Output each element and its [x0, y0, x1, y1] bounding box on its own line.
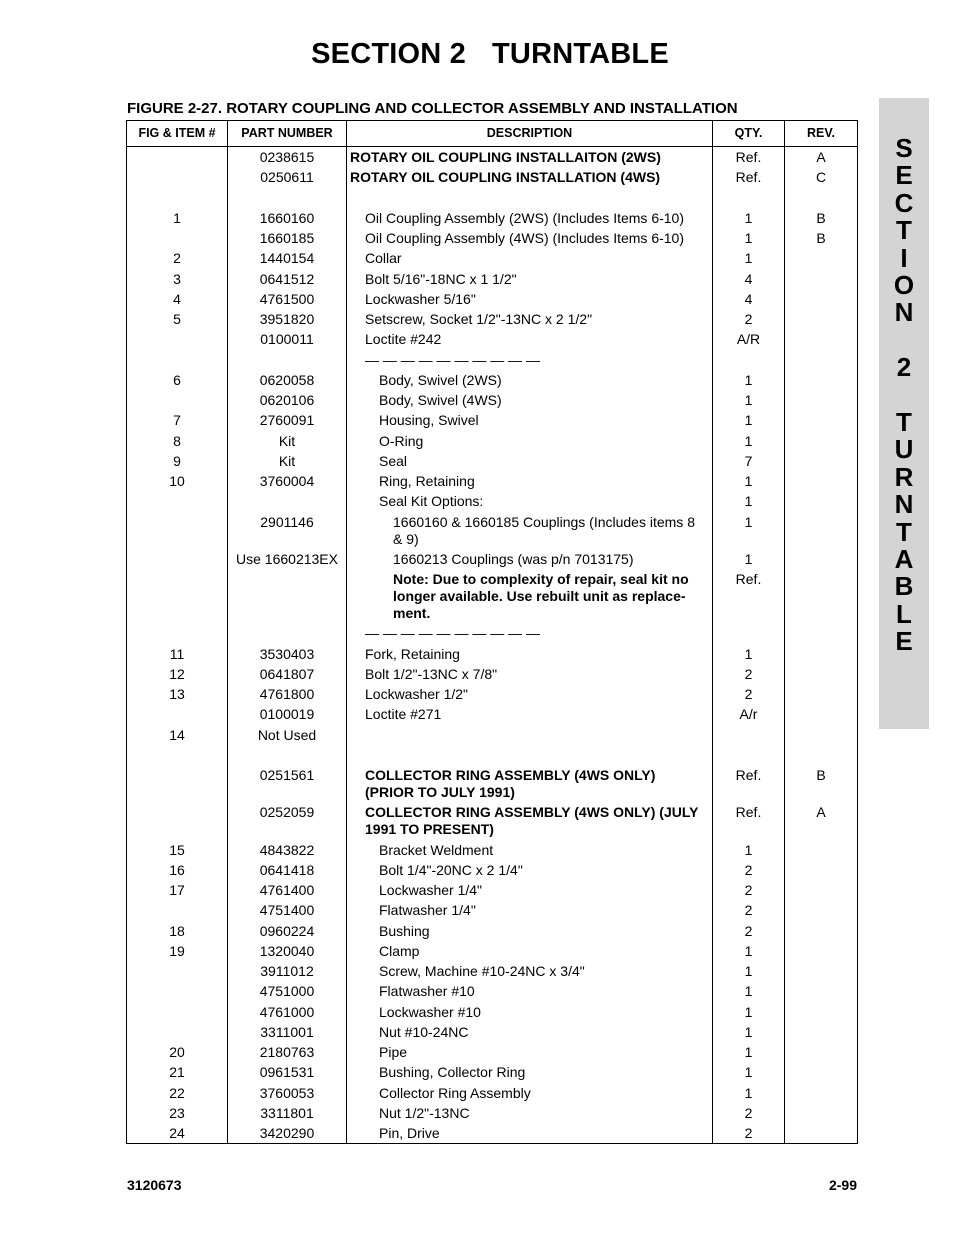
description-cell: Oil Coupling Assembly (2WS) (Includes Items 6-10): [365, 209, 684, 226]
header-fig-item: FIG & ITEM #: [138, 126, 216, 140]
rev-cell: A: [816, 149, 826, 165]
description-cell: Note: Due to complexity of repair, seal kit no longer available. Use rebuilt unit as replace-ment.: [393, 571, 689, 621]
header-rev: REV.: [806, 126, 836, 140]
description-cell: Setscrew, Socket 1/2"-13NC x 2 1/2": [365, 311, 593, 327]
tab-letter: L: [896, 598, 912, 629]
description-cell: Flatwasher #10: [379, 983, 475, 1000]
qty-cell: Ref.: [735, 571, 762, 587]
description-cell: Seal Kit Options:: [379, 493, 484, 510]
qty-cell: 1: [744, 371, 753, 388]
description-cell: O-Ring: [379, 432, 424, 449]
part-number-cell: 3530403: [259, 645, 315, 662]
part-number-cell: 0252059: [259, 804, 315, 821]
part-number-cell: 3911012: [260, 963, 314, 979]
qty-cell: 1: [744, 209, 753, 226]
part-number-cell: 3311001: [260, 1023, 314, 1040]
description-cell: Bolt 1/2"-13NC x 7/8": [365, 665, 498, 682]
part-number-cell: 4761500: [259, 290, 315, 307]
qty-cell: 2: [744, 922, 753, 939]
part-number-cell: 3760004: [259, 473, 315, 489]
tab-letter: R: [894, 461, 914, 492]
rev-cell: B: [816, 767, 826, 783]
fig-item-cell: 1: [173, 209, 181, 226]
qty-cell: 4: [744, 290, 753, 307]
part-number-cell: 3420290: [259, 1125, 315, 1141]
tab-letter: B: [894, 571, 914, 602]
fig-item-cell: 14: [169, 726, 185, 743]
rev-cell: B: [816, 230, 826, 246]
part-number-cell: 1440154: [259, 250, 315, 267]
part-number-cell: 0238615: [259, 149, 315, 165]
qty-cell: 1: [744, 1044, 753, 1060]
rev-cell: B: [816, 209, 826, 226]
part-number-cell: 0620058: [259, 371, 315, 388]
parts-table: [126, 120, 858, 1144]
qty-cell: 1: [744, 473, 753, 489]
fig-item-cell: 11: [169, 645, 185, 662]
qty-cell: 1: [744, 412, 753, 429]
section-label: SECTION 2: [311, 38, 467, 70]
fig-item-cell: 23: [169, 1104, 185, 1121]
description-cell: Bracket Weldment: [379, 841, 494, 858]
fig-item-cell: 19: [169, 942, 185, 959]
doc-number: 3120673: [127, 1177, 182, 1193]
fig-item-cell: 9: [173, 452, 181, 469]
description-cell: Lockwasher #10: [379, 1003, 481, 1020]
description-cell: Oil Coupling Assembly (4WS) (Includes Items 6-10): [365, 230, 684, 246]
part-number-cell: 0250611: [260, 169, 314, 186]
tab-letter: U: [894, 434, 914, 465]
fig-item-cell: 12: [169, 665, 185, 682]
qty-cell: Ref.: [735, 767, 762, 783]
fig-item-cell: 4: [173, 290, 181, 307]
tab-letter: E: [895, 160, 913, 191]
description-cell: Loctite #271: [365, 706, 442, 723]
fig-item-cell: 18: [169, 922, 185, 939]
part-number-cell: 4751000: [259, 983, 315, 1000]
description-cell: Bushing, Collector Ring: [379, 1064, 526, 1081]
fig-item-cell: 16: [169, 861, 185, 878]
part-number-cell: 1660185: [259, 230, 315, 246]
description-cell: — — — — — — — — — —: [365, 351, 541, 368]
section-name: TURNTABLE: [492, 38, 669, 70]
description-cell: Clamp: [379, 942, 420, 959]
page-number: 2-99: [828, 1177, 857, 1193]
description-cell: Screw, Machine #10-24NC x 3/4": [379, 963, 585, 979]
part-number-cell: 4843822: [259, 841, 315, 858]
part-number-cell: 3951820: [259, 311, 315, 327]
fig-item-cell: 8: [173, 432, 181, 449]
fig-item-cell: 6: [173, 371, 181, 388]
description-cell: ROTARY OIL COUPLING INSTALLAITON (2WS): [350, 149, 661, 165]
qty-cell: 1: [744, 645, 753, 662]
description-cell: ROTARY OIL COUPLING INSTALLATION (4WS): [350, 169, 661, 186]
fig-item-cell: 17: [169, 882, 185, 898]
tab-letter: T: [896, 516, 912, 547]
qty-cell: 1: [744, 1064, 753, 1081]
description-cell: Collar: [365, 250, 402, 267]
qty-cell: Ref.: [735, 149, 762, 165]
tab-letter: N: [894, 489, 914, 520]
description-cell: Flatwasher 1/4": [379, 902, 476, 919]
description-cell: Ring, Retaining: [379, 473, 475, 489]
description-cell: Nut 1/2"-13NC: [379, 1104, 470, 1121]
description-cell: 1660160 & 1660185 Couplings (Includes items 8 & 9): [393, 513, 695, 547]
tab-letter: T: [896, 407, 912, 437]
part-number-cell: 0961531: [259, 1064, 315, 1081]
tab-letter: E: [895, 626, 913, 657]
figure-title: FIGURE 2-27. ROTARY COUPLING AND COLLECTOR ASSEMBLY AND INSTALLATION: [127, 100, 738, 117]
part-number-cell: 1660160: [259, 209, 315, 226]
part-number-cell: 0620106: [259, 392, 315, 408]
tab-letter: O: [893, 270, 915, 300]
tab-letter: A: [894, 544, 914, 574]
qty-cell: 1: [744, 1084, 753, 1101]
qty-cell: 2: [744, 665, 753, 682]
part-number-cell: 0251561: [259, 767, 315, 783]
fig-item-cell: 21: [169, 1064, 185, 1081]
qty-cell: 1: [744, 250, 753, 267]
qty-cell: Ref.: [735, 169, 762, 186]
qty-cell: 2: [744, 1125, 753, 1141]
column-divider: [346, 121, 347, 1143]
description-cell: Lockwasher 5/16": [365, 290, 476, 307]
tab-letter: S: [895, 133, 913, 163]
qty-cell: A/R: [736, 331, 761, 348]
fig-item-cell: 5: [173, 311, 181, 327]
part-number-cell: 3760053: [259, 1084, 315, 1101]
part-number-cell: 0641512: [259, 270, 315, 287]
description-cell: — — — — — — — — — —: [365, 625, 541, 642]
part-number-cell: 0641807: [259, 665, 315, 682]
part-number-cell: 4761000: [259, 1003, 315, 1020]
description-cell: Body, Swivel (2WS): [379, 371, 502, 388]
description-cell: COLLECTOR RING ASSEMBLY (4WS ONLY) (PRIOR TO JULY 1991): [365, 767, 656, 800]
description-cell: Lockwasher 1/4": [379, 882, 483, 898]
qty-cell: Ref.: [735, 804, 762, 821]
fig-item-cell: 15: [169, 841, 185, 858]
part-number-cell: 3311801: [260, 1104, 314, 1121]
qty-cell: 1: [744, 432, 753, 449]
tab-letter: I: [900, 242, 908, 273]
qty-cell: 1: [744, 942, 753, 959]
fig-item-cell: 24: [169, 1125, 185, 1141]
description-cell: Pin, Drive: [379, 1125, 440, 1141]
description-cell: Bolt 5/16"-18NC x 1 1/2": [365, 270, 517, 287]
qty-cell: 1: [744, 513, 753, 530]
description-cell: Bolt 1/4"-20NC x 2 1/4": [379, 861, 523, 878]
header-qty: QTY.: [734, 126, 763, 140]
qty-cell: 1: [744, 1023, 753, 1040]
part-number-cell: 4761400: [259, 882, 315, 898]
part-number-cell: 0960224: [259, 922, 315, 939]
part-number-cell: Not Used: [257, 726, 317, 743]
qty-cell: 2: [744, 861, 753, 878]
part-number-cell: Kit: [278, 432, 296, 449]
header-part-number: PART NUMBER: [241, 126, 333, 140]
description-cell: Lockwasher 1/2": [365, 686, 469, 702]
description-cell: 1660213 Couplings (was p/n 7013175): [393, 550, 634, 567]
fig-item-cell: 20: [169, 1044, 185, 1060]
qty-cell: 2: [744, 311, 753, 327]
qty-cell: 1: [744, 983, 753, 1000]
section-tab: [879, 98, 929, 729]
qty-cell: 1: [744, 392, 753, 408]
tab-letter: C: [894, 187, 914, 218]
part-number-cell: 1320040: [259, 942, 315, 959]
qty-cell: 1: [744, 230, 753, 246]
qty-cell: 1: [744, 841, 753, 858]
tab-letter: N: [894, 297, 914, 328]
description-cell: Fork, Retaining: [365, 645, 460, 662]
qty-cell: 1: [744, 1003, 753, 1020]
qty-cell: 7: [744, 452, 753, 469]
qty-cell: 1: [744, 550, 753, 567]
fig-item-cell: 2: [173, 250, 181, 267]
part-number-cell: Use 1660213EX: [236, 550, 338, 567]
qty-cell: 2: [744, 882, 753, 898]
description-cell: Pipe: [379, 1044, 408, 1060]
description-cell: Seal: [379, 452, 408, 469]
column-divider: [784, 121, 785, 1143]
part-number-cell: 4761800: [259, 686, 315, 702]
qty-cell: 2: [744, 902, 753, 919]
section-title: [0, 38, 954, 71]
qty-cell: 2: [744, 1104, 753, 1121]
qty-cell: A/r: [739, 706, 758, 723]
description-cell: Bushing: [379, 922, 430, 939]
description-cell: Collector Ring Assembly: [379, 1084, 531, 1101]
description-cell: COLLECTOR RING ASSEMBLY (4WS ONLY) (JULY 1991 TO PRESENT): [365, 804, 699, 838]
qty-cell: 1: [744, 963, 753, 979]
header-description: DESCRIPTION: [486, 126, 573, 140]
fig-item-cell: 10: [169, 473, 185, 489]
qty-cell: 1: [744, 493, 753, 510]
part-number-cell: 0641418: [259, 861, 315, 878]
qty-cell: 4: [744, 270, 753, 287]
qty-cell: 2: [744, 686, 753, 702]
description-cell: Housing, Swivel: [379, 412, 479, 429]
rev-cell: A: [816, 804, 826, 821]
fig-item-cell: 13: [169, 686, 185, 702]
description-cell: Nut #10-24NC: [379, 1023, 469, 1040]
fig-item-cell: 3: [173, 270, 181, 287]
part-number-cell: Kit: [278, 452, 296, 469]
part-number-cell: 2180763: [259, 1044, 315, 1060]
part-number-cell: 4751400: [259, 902, 315, 919]
tab-letter: 2: [896, 352, 912, 383]
description-cell: Body, Swivel (4WS): [379, 392, 502, 408]
description-cell: Loctite #242: [365, 331, 442, 348]
fig-item-cell: 22: [169, 1084, 185, 1101]
part-number-cell: 2760091: [259, 412, 315, 429]
fig-item-cell: 7: [173, 412, 181, 429]
part-number-cell: 0100019: [259, 706, 315, 723]
tab-letter: T: [896, 215, 912, 246]
part-number-cell: 2901146: [260, 513, 314, 530]
part-number-cell: 0100011: [260, 331, 314, 348]
rev-cell: C: [815, 169, 827, 186]
